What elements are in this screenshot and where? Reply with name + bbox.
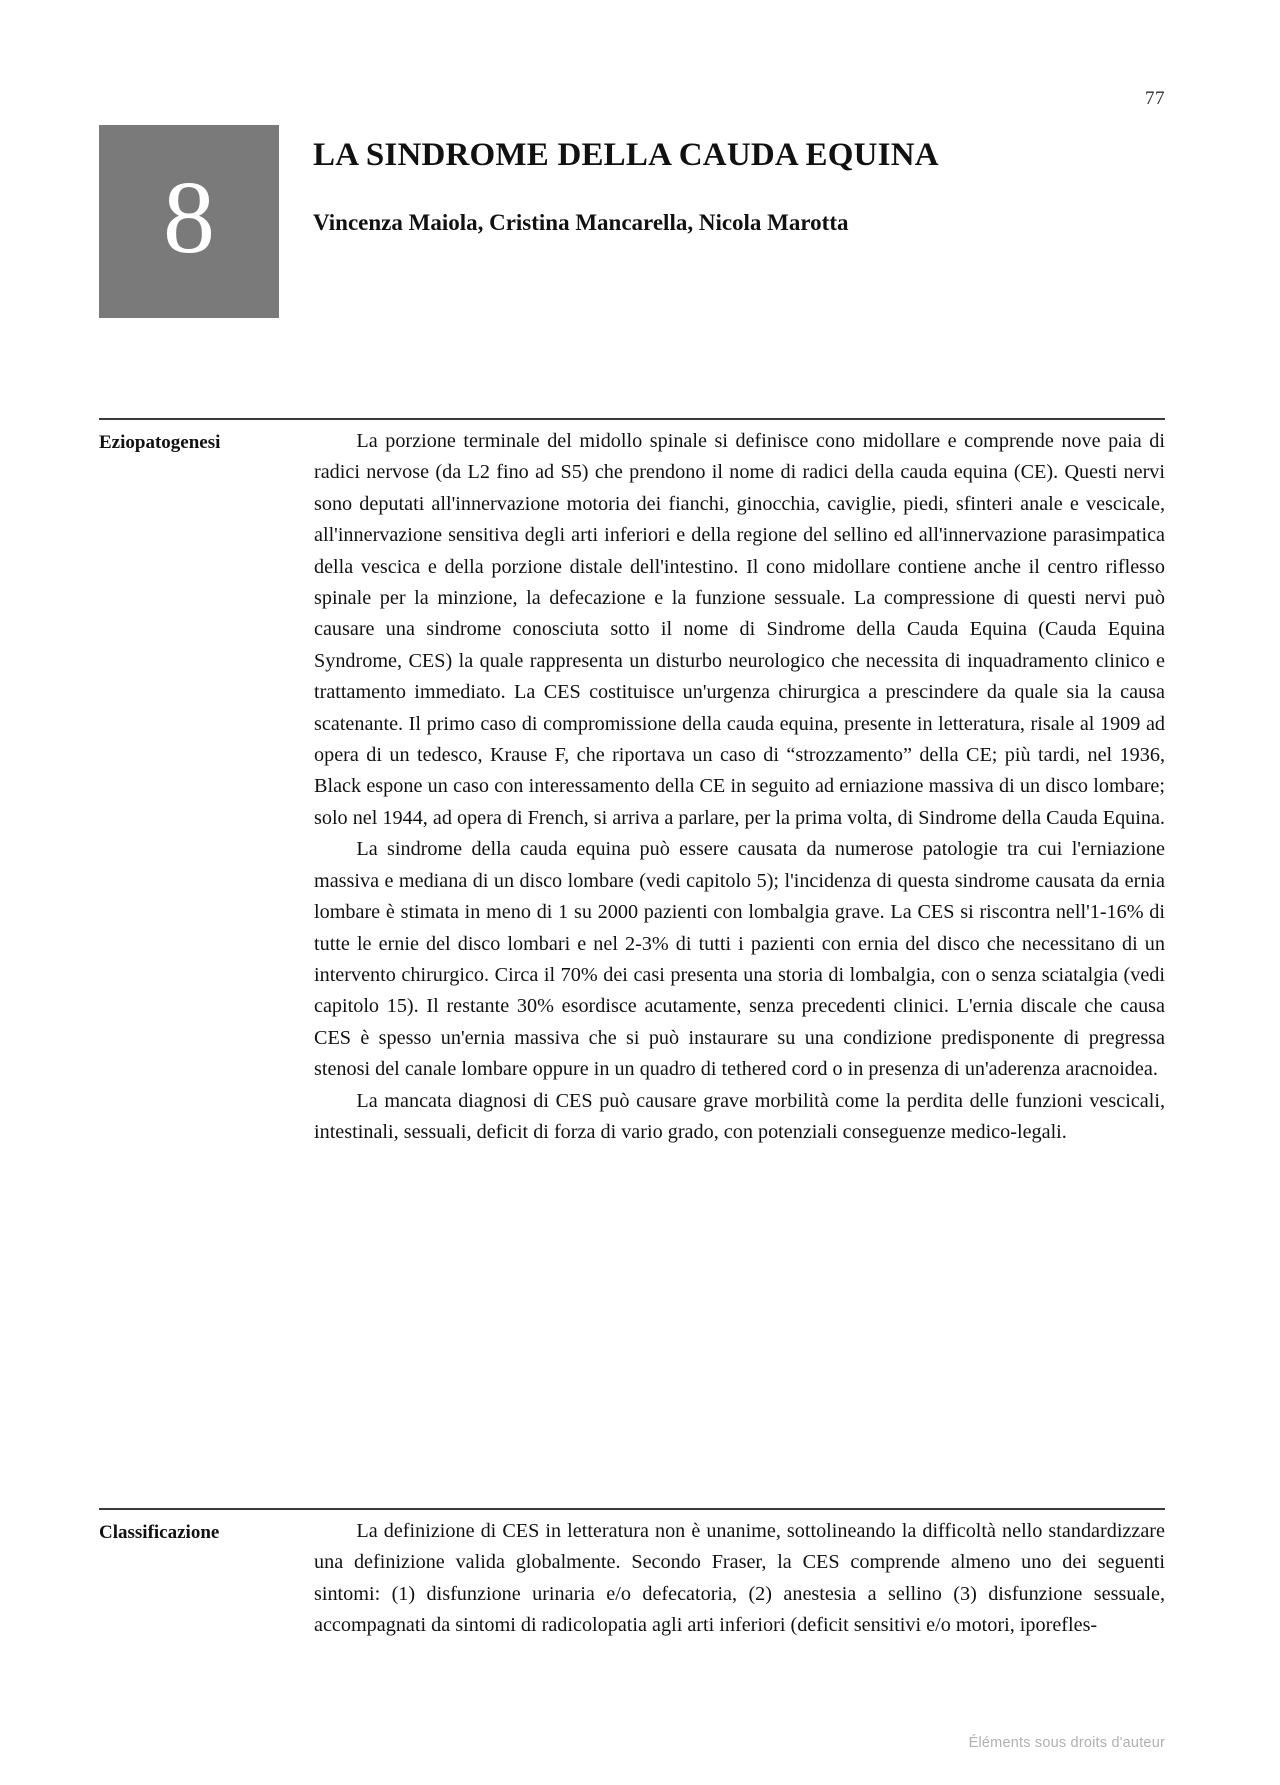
chapter-number-box	[99, 125, 279, 318]
section-classificazione	[99, 1516, 1165, 1642]
section-body	[314, 426, 1165, 1148]
chapter-number: 8	[163, 160, 215, 275]
paragraph: La mancata diagnosi di CES può causare grave morbilità come la perdita delle funzioni vescicali, intestinali, sessuali, deficit di forza di vario grado, con potenziali conseguenze medico-legali.	[314, 1089, 1165, 1143]
section-body	[314, 1516, 1165, 1642]
paragraph: La definizione di CES in letteratura non è unanime, sottolineando la difficoltà nello standardizzare una definizione valida globalmente. Secondo Fraser, la CES comprende almeno uno dei seguenti sintomi: (1) disfunzione urinaria e/o defecatoria, (2) anestesia a sellino (3) disfunzione sessuale, accompagnati da sintomi di radicolopatia agli arti inferiori (deficit sensitivi e/o motori, iporefles-	[314, 1520, 1165, 1637]
chapter-title-group	[313, 133, 1165, 239]
section-divider-bottom	[99, 1508, 1165, 1510]
section-divider-top	[99, 418, 1165, 420]
chapter-authors: Vincenza Maiola, Cristina Mancarella, Nicola Marotta	[313, 210, 849, 235]
page-number: 77	[1145, 88, 1165, 109]
copyright-notice: Éléments sous droits d'auteur	[968, 1735, 1165, 1751]
chapter-title: LA SINDROME DELLA CAUDA EQUINA	[313, 137, 939, 173]
paragraph: La porzione terminale del midollo spinale si definisce cono midollare e comprende nove paia di radici nervose (da L2 fino ad S5) che prendono il nome di radici della cauda equina (CE). Questi nervi sono deputati all'innervazione motoria dei fianchi, ginocchia, caviglie, piedi, sfinteri anale e vescicale, all'innervazione sensitiva degli arti inferiori e della regione del sellino ed all'innervazione parasimpatica della vescica e della porzione distale dell'intestino. Il cono midollare contiene anche il centro riflesso spinale per la minzione, la defecazione e la funzione sessuale. La compressione di questi nervi può causare una sindrome conosciuta sotto il nome di Sindrome della Cauda Equina (Cauda Equina Syndrome, CES) la quale rappresenta un disturbo neurologico che necessita di inquadramento clinico e trattamento immediato. La CES costituisce un'urgenza chirurgica a prescindere da quale sia la causa scatenante. Il primo caso di compromissione della cauda equina, presente in letteratura, risale al 1909 ad opera di un tedesco, Krause F, che riportava un caso di “strozzamento” della CE; più tardi, nel 1936, Black espone un caso con interessamento della CE in seguito ad erniazione massiva di un disco lombare; solo nel 1944, ad opera di French, si arriva a parlare, per la prima volta, di Sindrome della Cauda Equina.	[314, 430, 1165, 829]
chapter-header	[99, 125, 1165, 325]
section-eziopatogenesi	[99, 426, 1165, 1148]
section-label: Eziopatogenesi	[99, 432, 221, 453]
paragraph: La sindrome della cauda equina può essere causata da numerose patologie tra cui l'erniazione massiva e mediana di un disco lombare (vedi capitolo 5); l'incidenza di questa sindrome causata da ernia lombare è stimata in meno di 1 su 2000 pazienti con lombalgia grave. La CES si riscontra nell'1-16% di tutte le ernie del disco lombari e nel 2-3% di tutti i pazienti con ernia del disco che necessitano di un intervento chirurgico. Circa il 70% dei casi presenta una storia di lombalgia, con o senza sciatalgia (vedi capitolo 15). Il restante 30% esordisce acutamente, senza precedenti clinici. L'ernia discale che causa CES è spesso un'ernia massiva che si può instaurare su una condizione predisponente di pregressa stenosi del canale lombare oppure in un quadro di tethered cord o in presenza di un'aderenza aracnoidea.	[314, 838, 1165, 1081]
section-label: Classificazione	[99, 1522, 220, 1543]
